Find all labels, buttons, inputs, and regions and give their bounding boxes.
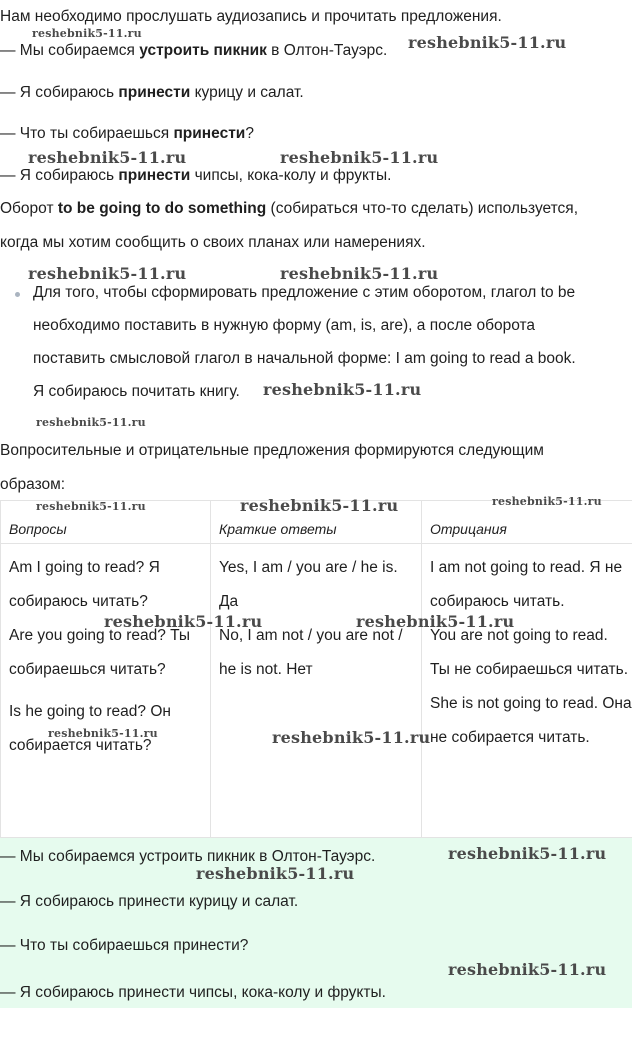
watermark: reshebnik5-11.ru (28, 264, 187, 283)
watermark: reshebnik5-11.ru (356, 612, 515, 631)
bullet-line-1: Для того, чтобы сформировать предложение с этим оборотом, глагол to be (33, 284, 576, 301)
watermark: reshebnik5-11.ru (492, 495, 602, 508)
intro-text: Нам необходимо прослушать аудиозапись и прочитать предложения. (0, 8, 502, 25)
translation-line-1: — Мы собираемся устроить пикник в Олтон-Тауэрс. (0, 848, 376, 865)
watermark: reshebnik5-11.ru (196, 864, 355, 883)
bullet-line-3: поставить смысловой глагол в начальной форме: I am going to read a book. (33, 350, 576, 367)
negation-item: You are not going to read. Ты не собираешься читать. (430, 627, 629, 678)
explanation-line-1: Оборот to be going to do something (собираться что-то сделать) используется, (0, 200, 578, 217)
table-intro-line-1: Вопросительные и отрицательные предложения формируются следующим (0, 442, 544, 459)
answers-cell (211, 544, 422, 838)
watermark: reshebnik5-11.ru (408, 33, 567, 52)
question-item: Are you going to read? Ты собираешься читать? (9, 627, 191, 678)
watermark: reshebnik5-11.ru (280, 264, 439, 283)
explanation-line-2: когда мы хотим сообщить о своих планах или намерениях. (0, 234, 426, 251)
watermark: reshebnik5-11.ru (280, 148, 439, 167)
translation-line-3: — Что ты собираешься принести? (0, 937, 249, 954)
table-header-answers: Краткие ответы (211, 501, 422, 544)
watermark: reshebnik5-11.ru (448, 844, 607, 863)
table-intro-line-2: образом: (0, 476, 66, 493)
dialogue-line-3: — Что ты собираешься принести? (0, 125, 254, 142)
grammar-table (0, 500, 632, 838)
bullet-dot-icon (15, 292, 20, 297)
bullet-line-2: необходимо поставить в нужную форму (am, is, are), а после оборота (33, 317, 536, 334)
translation-line-2: — Я собираюсь принести курицу и салат. (0, 893, 299, 910)
table-header-questions: Вопросы (1, 501, 211, 544)
dialogue-line-1: — Мы собираемся устроить пикник в Олтон-Тауэрс. (0, 42, 388, 59)
table-header-negations: Отрицания (422, 501, 632, 544)
question-item: Am I going to read? Я собираюсь читать? (9, 559, 160, 610)
bullet-line-4: Я собираюсь почитать книгу. (33, 383, 240, 400)
answer-item: Yes, I am / you are / he is. Да (219, 559, 398, 610)
translation-line-4: — Я собираюсь принести чипсы, кока-колу и фрукты. (0, 984, 386, 1001)
watermark: reshebnik5-11.ru (36, 416, 146, 429)
watermark: reshebnik5-11.ru (104, 612, 263, 631)
questions-cell (1, 544, 211, 838)
dialogue-line-4: — Я собираюсь принести чипсы, кока-колу и фрукты. (0, 167, 392, 184)
question-item: Is he going to read? Он собирается читать? (9, 703, 171, 754)
dialogue-line-2: — Я собираюсь принести курицу и салат. (0, 84, 304, 101)
watermark: reshebnik5-11.ru (448, 960, 607, 979)
watermark: reshebnik5-11.ru (48, 727, 158, 740)
watermark: reshebnik5-11.ru (28, 148, 187, 167)
negation-item: I am not going to read. Я не собираюсь читать. (430, 559, 623, 610)
answer-item: No, I am not / you are not / he is not. Нет (219, 627, 403, 678)
watermark: reshebnik5-11.ru (36, 500, 146, 513)
table-row (1, 544, 632, 838)
watermark: reshebnik5-11.ru (272, 728, 431, 747)
watermark: reshebnik5-11.ru (32, 27, 142, 40)
watermark: reshebnik5-11.ru (263, 380, 422, 399)
negations-cell (422, 544, 632, 838)
negation-item: She is not going to read. Она не собирается читать. (430, 695, 632, 746)
watermark: reshebnik5-11.ru (240, 496, 399, 515)
